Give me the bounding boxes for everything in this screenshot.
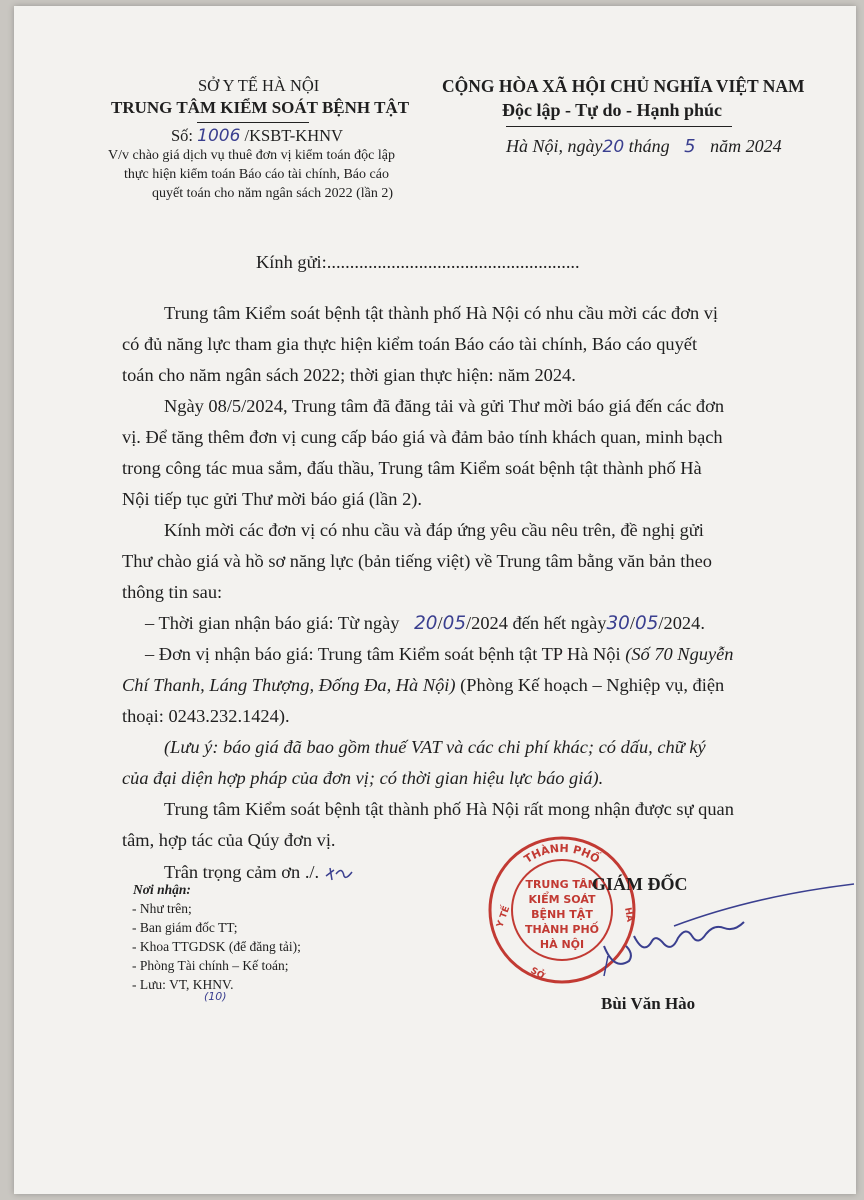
signer-name: Bùi Văn Hào (601, 994, 696, 1013)
seal-ring-bottom: SỞ (528, 965, 546, 982)
receiving-unit-line-1 (145, 639, 733, 670)
document-date (506, 136, 782, 157)
date-month-word: tháng (628, 136, 670, 156)
seal-center-line-3: BỆNH TẬT (531, 908, 593, 921)
salutation: Kính gửi:....................................................... (256, 252, 580, 272)
seal-ring-text: THÀNH PHỐ (521, 841, 603, 866)
subject-line-2: thực hiện kiểm toán Báo cáo tài chính, Báo cáo (124, 167, 389, 182)
doc-number-handwritten: 1006 (197, 126, 241, 146)
quote-period-prefix: – Thời gian nhận báo giá: Từ ngày (145, 613, 400, 633)
seal-ring-right: HÀ (622, 906, 635, 923)
receiving-unit-department: (Phòng Kế hoạch – Nghiệp vụ, điện (460, 675, 725, 695)
paragraph-2-line-2: vị. Để tăng thêm đơn vị cung cấp báo giá và đảm bảo tính khách quan, minh bạch (122, 427, 723, 447)
thanks-line (164, 857, 354, 888)
recipients-title: Nơi nhận: (133, 882, 191, 897)
quote-period-line: – Thời gian nhận báo giá: Từ ngày 20/05/2024 đến hết ngày30/05/2024. (145, 613, 705, 634)
recipient-item: - Như trên; (132, 901, 192, 916)
doc-number-suffix: /KSBT-KHNV (244, 126, 343, 145)
from-day-handwritten: 20 (414, 613, 438, 634)
document-page (14, 6, 856, 1194)
seal-ring-left: Y TẾ (495, 904, 513, 930)
national-motto: Độc lập - Tự do - Hạnh phúc (502, 100, 723, 120)
paragraph-3-line-2: Thư chào giá và hồ sơ năng lực (bản tiếng việt) về Trung tâm bằng văn bản theo (122, 551, 712, 571)
document-number (171, 126, 343, 146)
date-prefix: Hà Nội, ngày (506, 136, 603, 156)
receiving-unit-address-2: Chí Thanh, Láng Thượng, Đống Đa, Hà Nội) (122, 675, 456, 695)
closing-line-2: tâm, hợp tác của Qúy đơn vị. (122, 830, 336, 850)
paragraph-3-line-3: thông tin sau: (122, 582, 223, 602)
subject-line-1: V/v chào giá dịch vụ thuê đơn vị kiểm toán độc lập (108, 148, 395, 163)
recipient-item: - Phòng Tài chính – Kế toán; (132, 958, 289, 973)
country-name: CỘNG HÒA XÃ HỘI CHỦ NGHĨA VIỆT NAM (442, 76, 805, 96)
paragraph-2-line-4: Nội tiếp tục gửi Thư mời báo giá (lần 2). (122, 489, 423, 509)
agency-name: TRUNG TÂM KIỂM SOÁT BỆNH TẬT (111, 98, 410, 117)
closing-line-1: Trung tâm Kiểm soát bệnh tật thành phố Hà Nội rất mong nhận được sự quan (164, 799, 734, 819)
to-day-handwritten: 30 (606, 613, 630, 634)
from-year: /2024 đến hết ngày (466, 613, 607, 633)
recipient-item: - Ban giám đốc TT; (132, 920, 238, 935)
agency-underline (197, 122, 309, 123)
note-line-1: (Lưu ý: báo giá đã bao gồm thuế VAT và các chi phí khác; có dấu, chữ ký (164, 737, 706, 757)
subject-line-3: quyết toán cho năm ngân sách 2022 (lần 2) (152, 186, 394, 201)
doc-number-prefix: Số: (171, 126, 194, 145)
thanks-text: Trân trọng cảm ơn ./. (164, 862, 320, 882)
to-year: /2024. (658, 613, 705, 633)
to-month-handwritten: 05 (635, 613, 659, 634)
signer-title: GIÁM ĐỐC (592, 874, 688, 894)
receiving-unit-line-2 (122, 670, 724, 701)
receiving-unit-address-1: (Số 70 Nguyễn (625, 644, 734, 664)
seal-center-line-1: TRUNG TÂM (525, 878, 599, 891)
initials-mark-icon (324, 864, 354, 884)
handwritten-signature-icon (574, 876, 864, 986)
seal-center-line-4: THÀNH PHỐ (524, 923, 600, 936)
seal-center-line-2: KIỂM SOÁT (528, 893, 596, 906)
date-day-handwritten: 20 (602, 137, 625, 157)
seal-center-line-5: HÀ NỘI (539, 938, 585, 951)
paragraph-2-line-1: Ngày 08/5/2024, Trung tâm đã đăng tải và gửi Thư mời báo giá đến các đơn (164, 396, 725, 416)
receiving-unit-prefix: – Đơn vị nhận báo giá: Trung tâm Kiểm soát bệnh tật TP Hà Nội (145, 644, 621, 664)
recipient-item: - Lưu: VT, KHNV. (132, 977, 234, 992)
paragraph-1-line-2: có đủ năng lực tham gia thực hiện kiểm toán Báo cáo tài chính, Báo cáo quyết (122, 334, 698, 354)
ministry-name: SỞ Y TẾ HÀ NỘI (198, 76, 320, 95)
recipient-item: - Khoa TTGDSK (để đăng tải); (132, 939, 301, 954)
recipients-handwritten-count: (10) (204, 990, 227, 1003)
paragraph-1-line-3: toán cho năm ngân sách 2022; thời gian thực hiện: năm 2024. (122, 365, 576, 385)
receiving-unit-phone: thoại: 0243.232.1424). (122, 706, 290, 726)
paragraph-3-line-1: Kính mời các đơn vị có nhu cầu và đáp ứng yêu cầu nêu trên, đề nghị gửi (164, 520, 704, 540)
motto-underline (506, 126, 732, 127)
date-year: năm 2024 (710, 136, 782, 156)
paragraph-1-line-1: Trung tâm Kiểm soát bệnh tật thành phố Hà Nội có nhu cầu mời các đơn vị (164, 303, 719, 323)
note-line-2: của đại diện hợp pháp của đơn vị; có thời gian hiệu lực báo giá). (122, 768, 604, 788)
from-month-handwritten: 05 (442, 613, 467, 634)
date-month-handwritten: 5 (684, 136, 696, 157)
paragraph-2-line-3: trong công tác mua sắm, đấu thầu, Trung tâm Kiểm soát bệnh tật thành phố Hà (122, 458, 702, 478)
